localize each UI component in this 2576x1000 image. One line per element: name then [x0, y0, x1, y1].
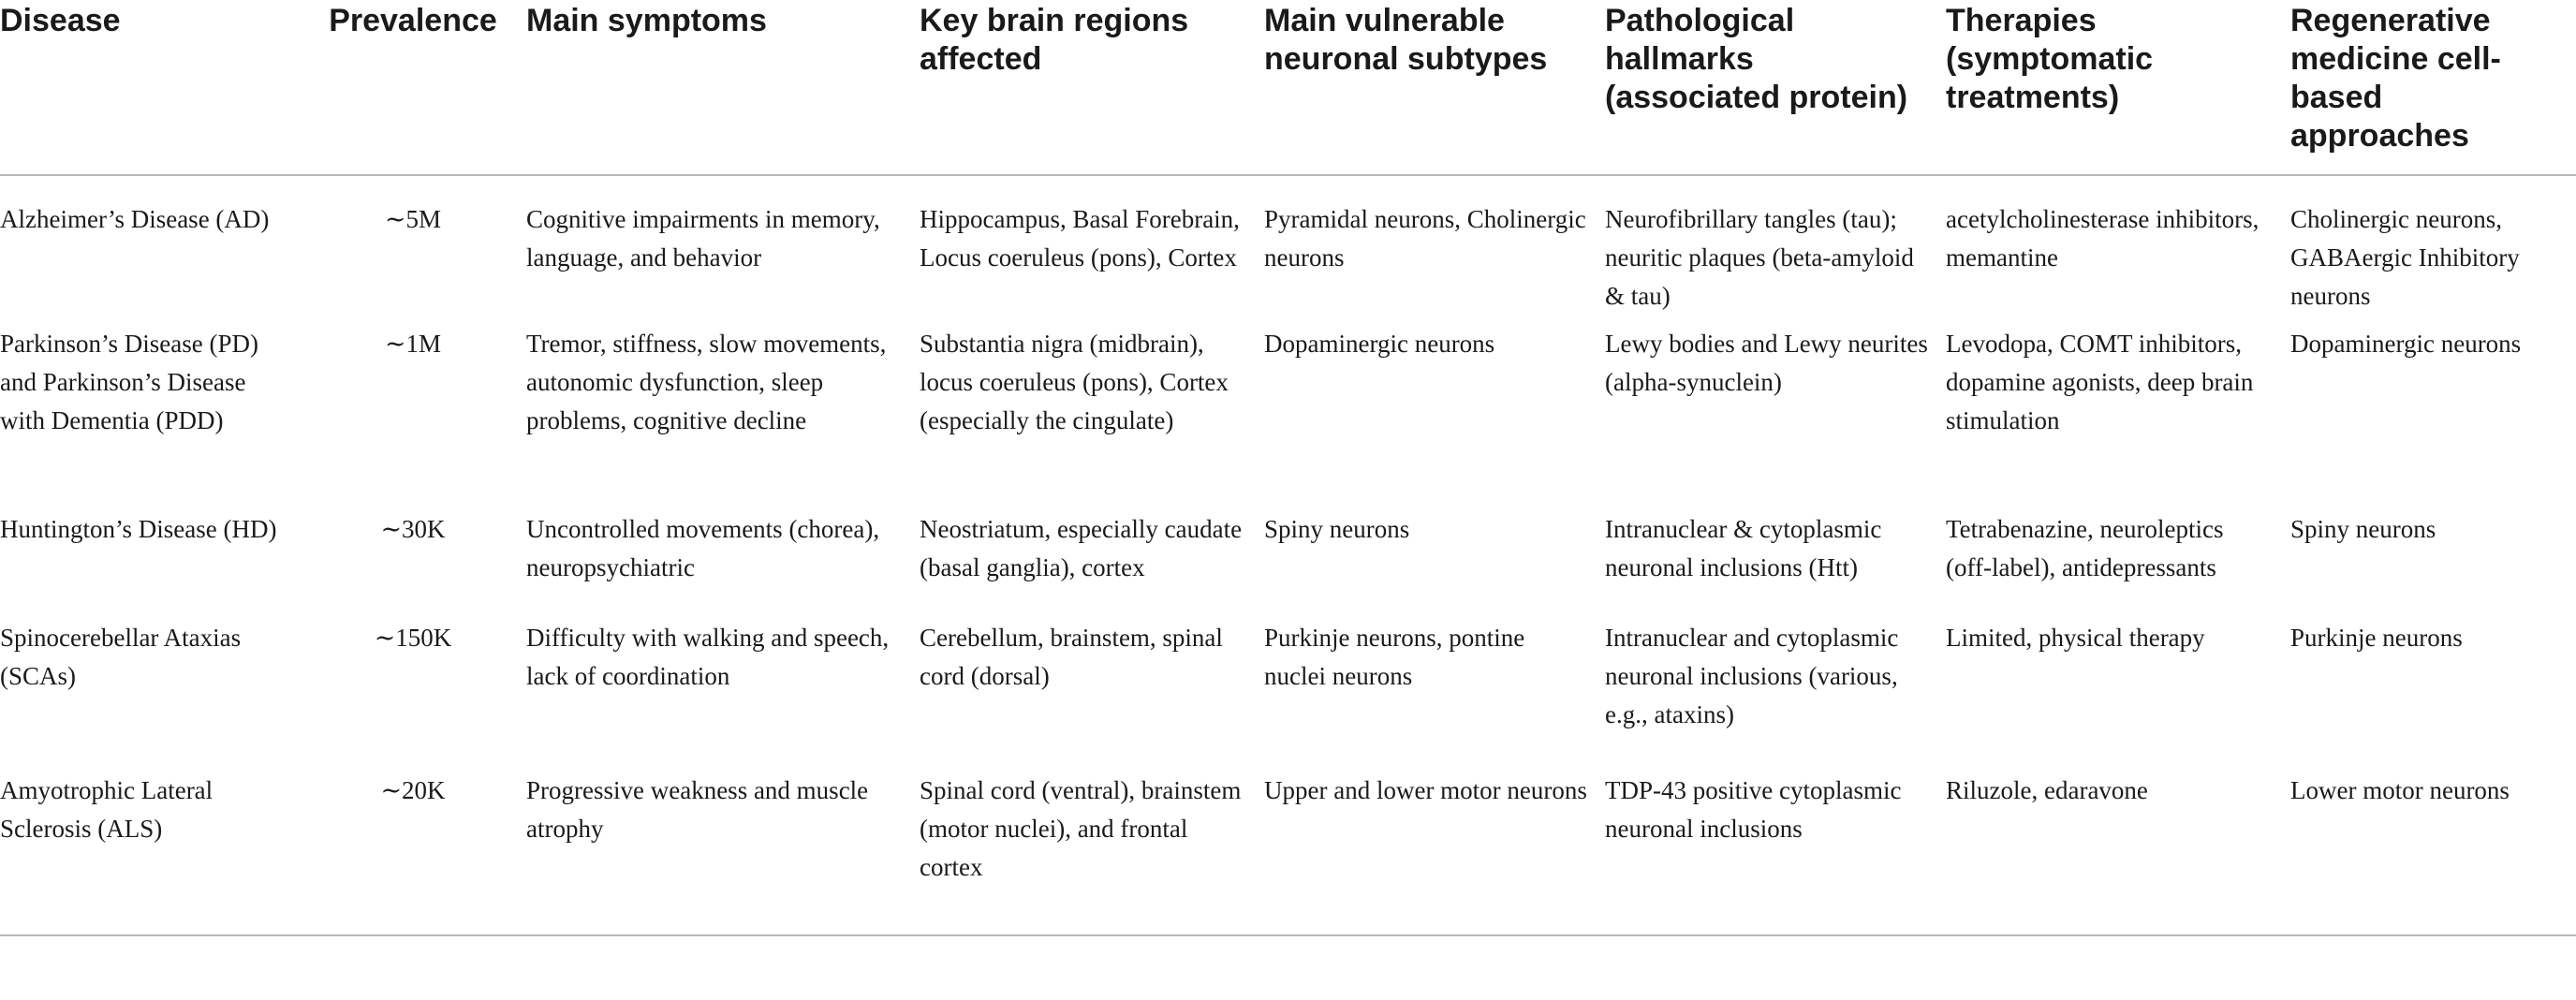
cell-regenerative-text: Dopaminergic neurons — [2290, 330, 2522, 358]
cell-symptoms-text: Uncontrolled movements (chorea), neuropsychiatric — [526, 515, 880, 581]
cell-hallmarks-text: TDP-43 positive cytoplasmic neuronal inclusions — [1605, 776, 1902, 843]
cell-prevalence-text: ∼1M — [384, 330, 442, 358]
cell-hallmarks — [1605, 611, 1946, 764]
cell-regenerative — [2290, 764, 2576, 935]
cell-regenerative — [2290, 503, 2576, 611]
cell-hallmarks — [1605, 317, 1946, 503]
cell-regions — [920, 611, 1264, 764]
cell-symptoms — [526, 611, 920, 764]
header-brain-regions-label: Key brain regions affected — [920, 3, 1189, 77]
header-main-symptoms-label: Main symptoms — [526, 3, 767, 38]
table-header — [0, 0, 2576, 175]
cell-regenerative-text: Cholinergic neurons, GABAergic Inhibitory neurons — [2290, 205, 2520, 310]
cell-prevalence-text: ∼5M — [384, 205, 442, 233]
cell-hallmarks-text: Intranuclear and cytoplasmic neuronal inclusions (various, e.g., ataxins) — [1605, 624, 1899, 728]
cell-subtypes — [1264, 503, 1605, 611]
cell-subtypes-text: Dopaminergic neurons — [1264, 330, 1495, 358]
cell-hallmarks — [1605, 764, 1946, 935]
cell-regenerative — [2290, 317, 2576, 503]
header-neuronal-subtypes-label: Main vulnerable neuronal subtypes — [1264, 3, 1548, 77]
cell-hallmarks-text: Intranuclear & cytoplasmic neuronal inclusions (Htt) — [1605, 515, 1882, 581]
cell-regenerative — [2290, 611, 2576, 764]
cell-subtypes-text: Purkinje neurons, pontine nuclei neurons — [1264, 624, 1525, 690]
cell-hallmarks-text: Lewy bodies and Lewy neurites (alpha-synuclein) — [1605, 330, 1928, 396]
cell-therapies — [1946, 764, 2290, 935]
cell-regenerative-text: Spiny neurons — [2290, 515, 2436, 543]
header-therapies-label: Therapies (symptomatic treatments) — [1946, 3, 2154, 115]
header-prevalence — [300, 0, 526, 175]
header-row — [0, 0, 2576, 175]
cell-subtypes — [1264, 317, 1605, 503]
table-row — [0, 611, 2576, 764]
cell-regions — [920, 503, 1264, 611]
cell-symptoms — [526, 764, 920, 935]
cell-symptoms-text: Tremor, stiffness, slow movements, autonomic dysfunction, sleep problems, cognitive decline — [526, 330, 887, 434]
cell-regions — [920, 764, 1264, 935]
header-brain-regions — [920, 0, 1264, 175]
cell-regions-text: Substantia nigra (midbrain), locus coeruleus (pons), Cortex (especially the cingulate) — [920, 330, 1229, 434]
cell-symptoms — [526, 317, 920, 503]
cell-hallmarks-text: Neurofibrillary tangles (tau); neuritic plaques (beta-amyloid & tau) — [1605, 205, 1914, 310]
cell-disease-text: Amyotrophic Lateral Sclerosis (ALS) — [0, 776, 213, 843]
cell-therapies-text: Levodopa, COMT inhibitors, dopamine agonists, deep brain stimulation — [1946, 330, 2254, 434]
cell-prevalence — [300, 175, 526, 317]
header-pathological-hallmarks — [1605, 0, 1946, 175]
cell-regenerative-text: Purkinje neurons — [2290, 624, 2463, 652]
cell-hallmarks — [1605, 175, 1946, 317]
cell-prevalence — [300, 503, 526, 611]
cell-prevalence — [300, 611, 526, 764]
cell-regions — [920, 175, 1264, 317]
cell-prevalence-text: ∼30K — [380, 515, 446, 543]
cell-therapies — [1946, 175, 2290, 317]
cell-regions-text: Cerebellum, brainstem, spinal cord (dorsal) — [920, 624, 1223, 690]
cell-disease — [0, 175, 300, 317]
cell-therapies — [1946, 317, 2290, 503]
cell-disease — [0, 317, 300, 503]
cell-therapies-text: Tetrabenazine, neuroleptics (off-label), antidepressants — [1946, 515, 2224, 581]
cell-disease-text: Alzheimer’s Disease (AD) — [0, 205, 270, 233]
cell-therapies-text: acetylcholinesterase inhibitors, memantine — [1946, 205, 2260, 272]
table-body — [0, 175, 2576, 935]
table-row — [0, 503, 2576, 611]
cell-therapies-text: Limited, physical therapy — [1946, 624, 2205, 652]
cell-regions-text: Neostriatum, especially caudate (basal ganglia), cortex — [920, 515, 1243, 581]
cell-therapies — [1946, 611, 2290, 764]
cell-symptoms-text: Difficulty with walking and speech, lack of coordination — [526, 624, 890, 690]
table-row — [0, 317, 2576, 503]
header-disease — [0, 0, 300, 175]
cell-subtypes — [1264, 175, 1605, 317]
cell-subtypes-text: Upper and lower motor neurons — [1264, 776, 1587, 804]
cell-therapies — [1946, 503, 2290, 611]
cell-regenerative-text: Lower motor neurons — [2290, 776, 2510, 804]
header-therapies — [1946, 0, 2290, 175]
header-disease-label: Disease — [0, 3, 121, 38]
cell-prevalence-text: ∼20K — [380, 776, 446, 804]
cell-symptoms — [526, 503, 920, 611]
cell-regions — [920, 317, 1264, 503]
table-row — [0, 764, 2576, 935]
cell-subtypes-text: Spiny neurons — [1264, 515, 1410, 543]
header-prevalence-label: Prevalence — [329, 3, 497, 38]
cell-regenerative — [2290, 175, 2576, 317]
cell-prevalence — [300, 317, 526, 503]
cell-regions-text: Hippocampus, Basal Forebrain, Locus coeruleus (pons), Cortex — [920, 205, 1240, 272]
header-regenerative-medicine — [2290, 0, 2576, 175]
cell-disease — [0, 503, 300, 611]
cell-therapies-text: Riluzole, edaravone — [1946, 776, 2148, 804]
cell-symptoms — [526, 175, 920, 317]
cell-prevalence — [300, 764, 526, 935]
cell-hallmarks — [1605, 503, 1946, 611]
cell-disease — [0, 611, 300, 764]
cell-symptoms-text: Progressive weakness and muscle atrophy — [526, 776, 869, 843]
header-pathological-hallmarks-label: Pathological hallmarks (associated protein) — [1605, 3, 1908, 115]
cell-prevalence-text: ∼150K — [374, 624, 452, 652]
cell-regions-text: Spinal cord (ventral), brainstem (motor nuclei), and frontal cortex — [920, 776, 1242, 881]
cell-symptoms-text: Cognitive impairments in memory, language, and behavior — [526, 205, 880, 272]
header-main-symptoms — [526, 0, 920, 175]
header-regenerative-medicine-label: Regenerative medicine cell-based approaches — [2290, 3, 2501, 154]
cell-subtypes — [1264, 764, 1605, 935]
header-neuronal-subtypes — [1264, 0, 1605, 175]
table-row — [0, 175, 2576, 317]
cell-disease-text: Huntington’s Disease (HD) — [0, 515, 277, 543]
cell-subtypes-text: Pyramidal neurons, Cholinergic neurons — [1264, 205, 1586, 272]
cell-subtypes — [1264, 611, 1605, 764]
cell-disease-text: Spinocerebellar Ataxias (SCAs) — [0, 624, 242, 690]
cell-disease — [0, 764, 300, 935]
cell-disease-text: Parkinson’s Disease (PD) and Parkinson’s Disease with Dementia (PDD) — [0, 330, 258, 434]
